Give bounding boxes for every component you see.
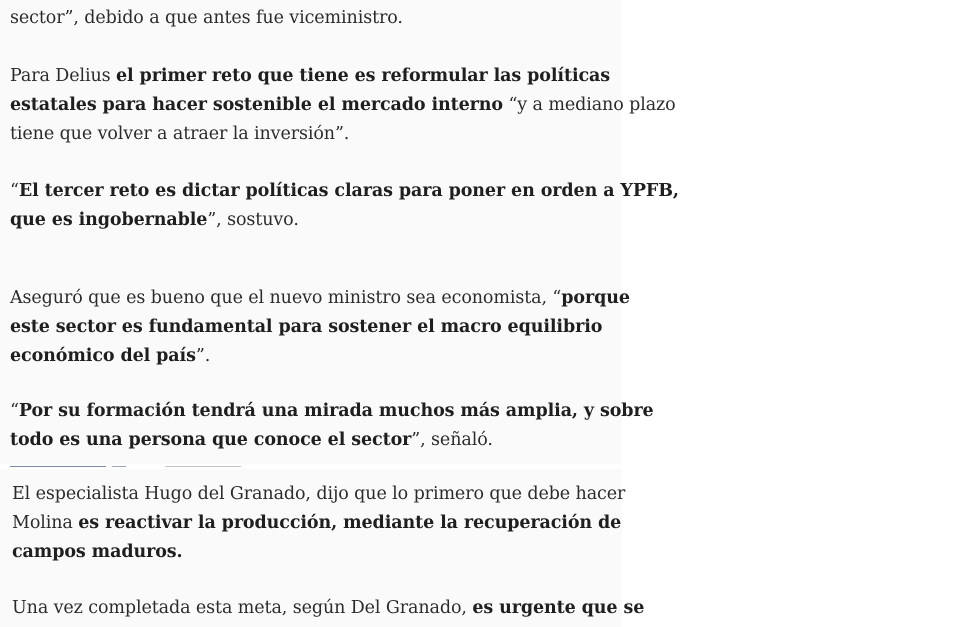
bold-text: porque [561, 288, 630, 308]
paragraph-line: todo es una persona que conoce el sector”, señaló. [10, 430, 493, 450]
paragraph-line: estatales para hacer sostenible el mercado interno “y a mediano plazo [10, 95, 676, 115]
bold-text: es reactivar la producción, mediante la recuperación de [78, 513, 622, 533]
bold-text: el primer reto que tiene es reformular las políticas [115, 66, 611, 86]
paragraph-6 [12, 480, 625, 567]
bold-text: todo es una persona que conoce el sector [10, 430, 412, 450]
divider-mark [165, 466, 241, 467]
paragraph-line: tiene que volver a atraer la inversión”. [10, 124, 350, 144]
paragraph-line: sector”, debido a que antes fue viceministro. [10, 8, 403, 28]
bold-text: que es ingobernable [10, 210, 208, 230]
paragraph-5 [10, 397, 654, 455]
paragraph-line: El especialista Hugo del Granado, dijo que lo primero que debe hacer [12, 484, 626, 504]
paragraph-line: Para Delius el primer reto que tiene es reformular las políticas [10, 66, 611, 86]
paragraph-line: “Por su formación tendrá una mirada muchos más amplia, y sobre [10, 401, 654, 421]
bold-text: Por su formación tendrá una mirada muchos más amplia, y sobre [18, 401, 654, 421]
paragraph-3 [10, 177, 679, 235]
bold-text: económico del país [10, 346, 196, 366]
paragraph-4 [10, 284, 630, 371]
paragraph-line: Aseguró que es bueno que el nuevo ministro sea economista, “porque [10, 288, 630, 308]
bold-text: estatales para hacer sostenible el mercado interno [10, 95, 503, 115]
bold-text: campos maduros. [12, 542, 183, 562]
bold-text: es urgente que se [472, 598, 645, 618]
paragraph-2 [10, 62, 676, 149]
divider-mark [10, 466, 106, 467]
bold-text: El tercer reto es dictar políticas claras para poner en orden a YPFB, [18, 181, 679, 201]
paragraph-line: “El tercer reto es dictar políticas claras para poner en orden a YPFB, [10, 181, 679, 201]
bold-text: este sector es fundamental para sostener el macro equilibrio [10, 317, 603, 337]
paragraph-7 [12, 594, 644, 623]
paragraph-1 [10, 4, 403, 33]
paragraph-line [10, 313, 630, 342]
paragraph-line [12, 538, 625, 567]
paragraph-line: que es ingobernable”, sostuvo. [10, 210, 299, 230]
paragraph-line: económico del país”. [10, 346, 211, 366]
paragraph-line: Molina es reactivar la producción, mediante la recuperación de [12, 513, 622, 533]
divider-mark [112, 466, 126, 467]
paragraph-line: Una vez completada esta meta, según Del Granado, es urgente que se [12, 598, 645, 618]
